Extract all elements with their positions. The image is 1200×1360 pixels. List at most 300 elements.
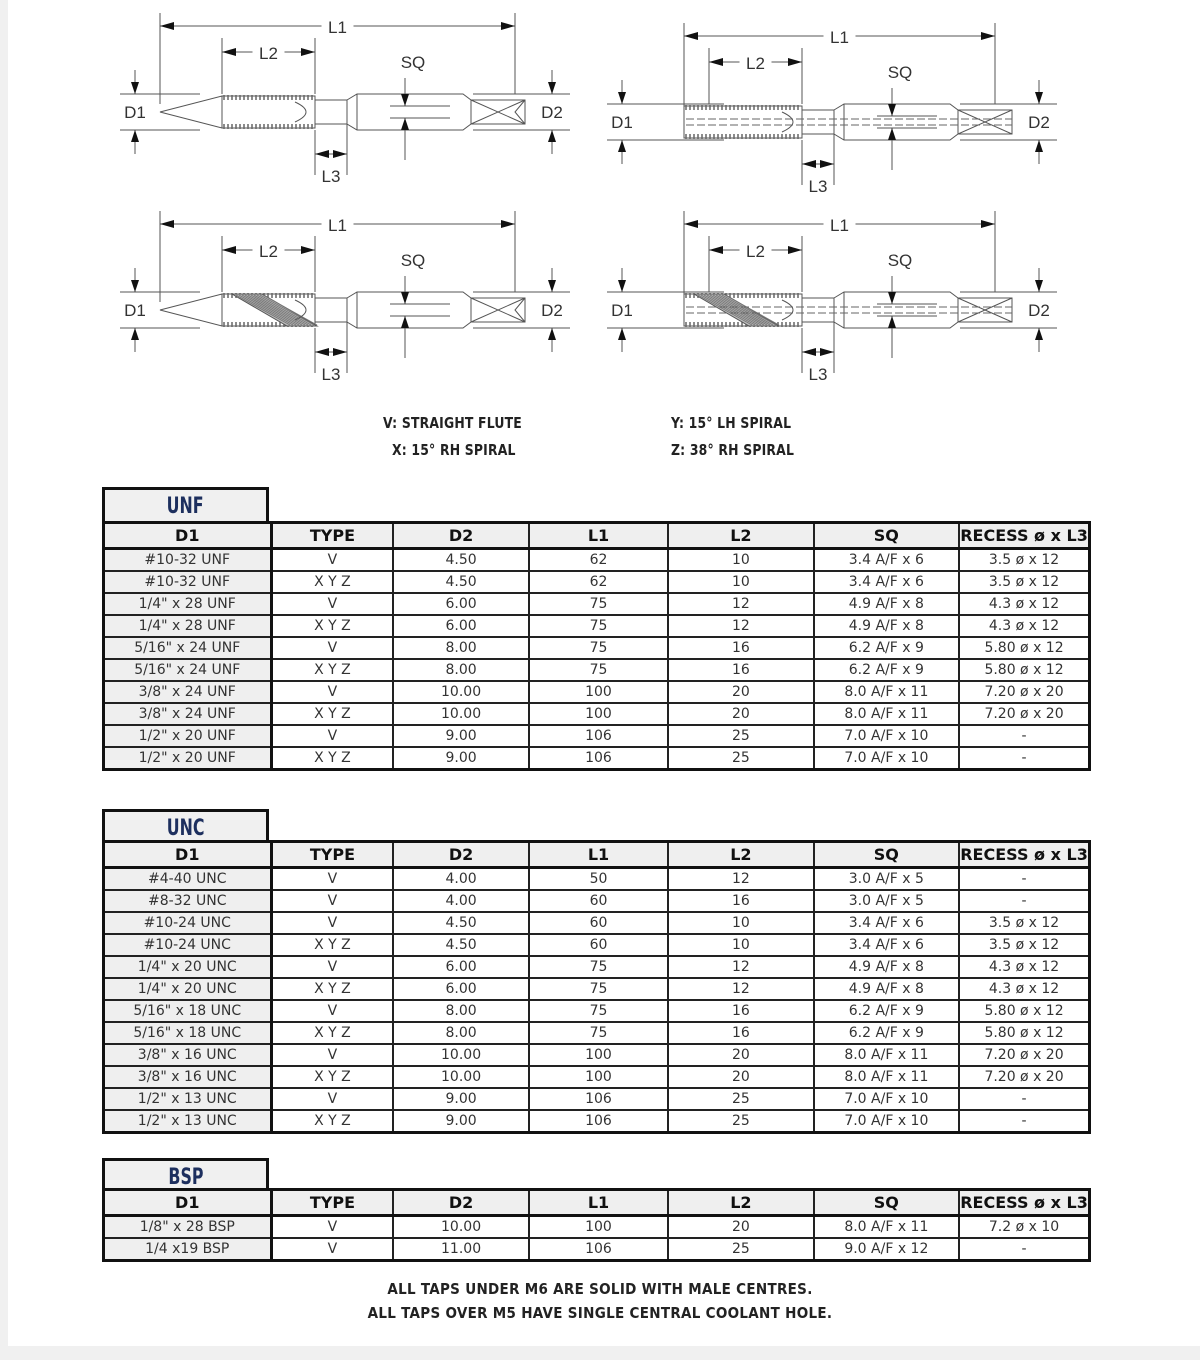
- table-row: [104, 956, 1090, 978]
- table-row: [104, 1044, 1090, 1066]
- arrow-icon: [222, 246, 236, 254]
- arrow-icon: [788, 58, 802, 66]
- arrow-icon: [1035, 328, 1043, 340]
- cell-d1: 1/2" x 13 UNC: [104, 1088, 272, 1110]
- cell-d2: 4.00: [393, 890, 528, 912]
- section-title: BSP: [102, 1158, 269, 1192]
- table-row: [104, 1110, 1090, 1133]
- arrow-icon: [301, 48, 315, 56]
- l3-label: L3: [321, 365, 341, 384]
- cell-d1: #10-24 UNC: [104, 912, 272, 934]
- footnote-solid: ALL TAPS UNDER M6 ARE SOLID WITH MALE CENTRES.: [387, 1280, 813, 1298]
- d1-label: D1: [611, 301, 633, 320]
- cell-d2: 4.50: [393, 912, 528, 934]
- column-header-recess-x-l3: RECESS ø x L3: [959, 523, 1089, 549]
- cell-type: V: [271, 593, 393, 615]
- d1-label: D1: [124, 103, 146, 122]
- cell-type: V: [271, 637, 393, 659]
- cell-d2: 6.00: [393, 593, 528, 615]
- l2-label: L2: [746, 54, 765, 73]
- column-header-type: TYPE: [271, 1190, 393, 1216]
- cell-l1: 75: [529, 615, 668, 637]
- arrow-icon: [820, 160, 834, 168]
- arrow-icon: [820, 348, 834, 356]
- cell-d1: 5/16" x 24 UNF: [104, 637, 272, 659]
- section-title: UNF: [102, 487, 269, 521]
- cell-d1: 1/4" x 28 UNF: [104, 593, 272, 615]
- cell-sq: 8.0 A/F x 11: [814, 1066, 959, 1088]
- cell-d2: 9.00: [393, 747, 528, 770]
- cell-l1: 75: [529, 593, 668, 615]
- cell-sq: 9.0 A/F x 12: [814, 1238, 959, 1261]
- cell-type: V: [271, 725, 393, 747]
- legend-y: Y: 15° LH SPIRAL: [671, 414, 792, 432]
- cell-recess: 7.20 ø x 20: [959, 1044, 1089, 1066]
- cell-type: X Y Z: [271, 1022, 393, 1044]
- cell-d2: 4.50: [393, 934, 528, 956]
- column-header-type: TYPE: [271, 842, 393, 868]
- cell-recess: 7.20 ø x 20: [959, 681, 1089, 703]
- l2-label: L2: [746, 242, 765, 261]
- cell-sq: 4.9 A/F x 8: [814, 956, 959, 978]
- arrow-icon: [501, 220, 515, 228]
- cell-recess: 5.80 ø x 12: [959, 637, 1089, 659]
- cell-sq: 8.0 A/F x 11: [814, 1044, 959, 1066]
- cell-d2: 9.00: [393, 1110, 528, 1133]
- arrow-icon: [802, 348, 816, 356]
- arrow-icon: [981, 32, 995, 40]
- arrow-icon: [709, 58, 723, 66]
- cell-l2: 16: [668, 890, 813, 912]
- cell-l2: 25: [668, 1088, 813, 1110]
- cell-recess: 4.3 ø x 12: [959, 956, 1089, 978]
- section-unc: [102, 809, 1091, 1139]
- cell-d2: 6.00: [393, 956, 528, 978]
- cell-d1: #4-40 UNC: [104, 868, 272, 891]
- cell-d1: 1/8" x 28 BSP: [104, 1216, 272, 1239]
- sq-label: SQ: [887, 251, 913, 270]
- column-header-l1: L1: [529, 842, 668, 868]
- cell-d2: 9.00: [393, 725, 528, 747]
- cell-recess: 5.80 ø x 12: [959, 659, 1089, 681]
- sq-label: SQ: [400, 251, 426, 270]
- cell-sq: 7.0 A/F x 10: [814, 1110, 959, 1133]
- cell-recess: 4.3 ø x 12: [959, 593, 1089, 615]
- tap-point: [160, 96, 222, 128]
- cell-type: X Y Z: [271, 934, 393, 956]
- cell-recess: 4.3 ø x 12: [959, 615, 1089, 637]
- cell-recess: 3.5 ø x 12: [959, 912, 1089, 934]
- table-row: [104, 1088, 1090, 1110]
- column-header-recess-x-l3: RECESS ø x L3: [959, 1190, 1089, 1216]
- diagram-svg: [124, 206, 585, 386]
- cell-d2: 8.00: [393, 1022, 528, 1044]
- cell-recess: 3.5 ø x 12: [959, 934, 1089, 956]
- cell-type: X Y Z: [271, 1066, 393, 1088]
- cell-sq: 6.2 A/F x 9: [814, 659, 959, 681]
- cell-type: V: [271, 1000, 393, 1022]
- arrow-icon: [684, 32, 698, 40]
- arrow-icon: [684, 220, 698, 228]
- tap-thread-body: [222, 96, 315, 128]
- cell-d1: #8-32 UNC: [104, 890, 272, 912]
- d2-label: D2: [541, 103, 563, 122]
- arrow-icon: [548, 280, 556, 292]
- tap-shank: [347, 292, 471, 328]
- cell-l2: 25: [668, 747, 813, 770]
- cell-l1: 106: [529, 1238, 668, 1261]
- arrow-icon: [315, 348, 329, 356]
- arrow-icon: [1035, 92, 1043, 104]
- arrow-icon: [788, 246, 802, 254]
- cell-recess: 3.5 ø x 12: [959, 571, 1089, 593]
- cell-l2: 10: [668, 934, 813, 956]
- l1-label: L1: [328, 216, 347, 235]
- cell-recess: -: [959, 725, 1089, 747]
- arrow-icon: [315, 150, 329, 158]
- cell-d2: 11.00: [393, 1238, 528, 1261]
- cell-recess: 3.5 ø x 12: [959, 549, 1089, 572]
- cell-l2: 12: [668, 978, 813, 1000]
- spec-table: [102, 840, 1091, 1134]
- tap-neck: [802, 110, 834, 134]
- cell-l1: 75: [529, 978, 668, 1000]
- cell-sq: 6.2 A/F x 9: [814, 1022, 959, 1044]
- cell-l1: 100: [529, 1216, 668, 1239]
- table-row: [104, 934, 1090, 956]
- cell-d1: 1/4" x 20 UNC: [104, 978, 272, 1000]
- cell-d1: 3/8" x 24 UNF: [104, 703, 272, 725]
- cell-l1: 100: [529, 703, 668, 725]
- d2-label: D2: [1028, 301, 1050, 320]
- column-header-d2: D2: [393, 523, 528, 549]
- section-title: UNC: [102, 809, 269, 843]
- cell-sq: 7.0 A/F x 10: [814, 725, 959, 747]
- cell-recess: -: [959, 868, 1089, 891]
- arrow-icon: [709, 246, 723, 254]
- cell-d2: 10.00: [393, 1216, 528, 1239]
- cell-l1: 62: [529, 571, 668, 593]
- cell-recess: -: [959, 890, 1089, 912]
- cell-l2: 25: [668, 1110, 813, 1133]
- tap-diagram-spiral-solid: [124, 206, 585, 386]
- cell-l1: 75: [529, 1000, 668, 1022]
- cell-d1: #10-32 UNF: [104, 571, 272, 593]
- column-header-sq: SQ: [814, 523, 959, 549]
- cell-type: X Y Z: [271, 978, 393, 1000]
- cell-recess: 5.80 ø x 12: [959, 1000, 1089, 1022]
- column-header-d2: D2: [393, 842, 528, 868]
- cell-sq: 3.4 A/F x 6: [814, 549, 959, 572]
- table-header-row: [104, 842, 1090, 868]
- cell-l1: 50: [529, 868, 668, 891]
- column-header-l2: L2: [668, 1190, 813, 1216]
- d2-label: D2: [1028, 113, 1050, 132]
- column-header-sq: SQ: [814, 1190, 959, 1216]
- tap-shank: [834, 104, 958, 140]
- cell-d2: 9.00: [393, 1088, 528, 1110]
- cell-l2: 12: [668, 615, 813, 637]
- cell-l2: 20: [668, 1044, 813, 1066]
- cell-l2: 10: [668, 549, 813, 572]
- cell-sq: 7.0 A/F x 10: [814, 1088, 959, 1110]
- cell-d1: 1/4" x 28 UNF: [104, 615, 272, 637]
- cell-sq: 7.0 A/F x 10: [814, 747, 959, 770]
- cell-d2: 10.00: [393, 1066, 528, 1088]
- table-row: [104, 1238, 1090, 1261]
- section-bsp: [102, 1158, 1091, 1260]
- arrow-icon: [333, 348, 347, 356]
- cell-d2: 10.00: [393, 703, 528, 725]
- legend-z: Z: 38° RH SPIRAL: [671, 441, 795, 459]
- cell-d1: 1/4 x19 BSP: [104, 1238, 272, 1261]
- column-header-recess-x-l3: RECESS ø x L3: [959, 842, 1089, 868]
- arrow-icon: [548, 130, 556, 142]
- table-row: [104, 593, 1090, 615]
- cell-l1: 100: [529, 1066, 668, 1088]
- cell-sq: 8.0 A/F x 11: [814, 681, 959, 703]
- cell-sq: 3.4 A/F x 6: [814, 571, 959, 593]
- diagram-svg: [611, 206, 1072, 386]
- cell-d1: 5/16" x 18 UNC: [104, 1022, 272, 1044]
- column-header-sq: SQ: [814, 842, 959, 868]
- column-header-d1: D1: [104, 842, 272, 868]
- arrow-icon: [501, 22, 515, 30]
- cell-type: V: [271, 1216, 393, 1239]
- cell-l2: 16: [668, 659, 813, 681]
- tap-diagram-spiral-coolant: [611, 206, 1072, 386]
- cell-sq: 3.4 A/F x 6: [814, 912, 959, 934]
- cell-recess: 7.2 ø x 10: [959, 1216, 1089, 1239]
- spec-table: [102, 1188, 1091, 1262]
- arrow-icon: [333, 150, 347, 158]
- cell-d2: 10.00: [393, 1044, 528, 1066]
- cell-l2: 10: [668, 912, 813, 934]
- cell-d1: 3/8" x 24 UNF: [104, 681, 272, 703]
- tap-shank: [347, 94, 471, 130]
- cell-l2: 16: [668, 1022, 813, 1044]
- cell-recess: 4.3 ø x 12: [959, 978, 1089, 1000]
- d1-label: D1: [611, 113, 633, 132]
- cell-sq: 4.9 A/F x 8: [814, 978, 959, 1000]
- cell-type: V: [271, 890, 393, 912]
- legend-v: V: STRAIGHT FLUTE: [383, 414, 522, 432]
- column-header-d2: D2: [393, 1190, 528, 1216]
- cell-d1: 1/2" x 20 UNF: [104, 747, 272, 770]
- arrow-icon: [1035, 280, 1043, 292]
- tap-shank: [834, 292, 958, 328]
- cell-d1: 1/2" x 13 UNC: [104, 1110, 272, 1133]
- cell-type: V: [271, 1238, 393, 1261]
- l1-label: L1: [830, 216, 849, 235]
- cell-type: X Y Z: [271, 615, 393, 637]
- cell-l1: 75: [529, 637, 668, 659]
- d1-label: D1: [124, 301, 146, 320]
- arrow-icon: [222, 48, 236, 56]
- legend-x: X: 15° RH SPIRAL: [392, 441, 516, 459]
- cell-recess: 7.20 ø x 20: [959, 1066, 1089, 1088]
- arrow-icon: [160, 22, 174, 30]
- cell-l1: 106: [529, 747, 668, 770]
- cell-d2: 8.00: [393, 637, 528, 659]
- table-header-row: [104, 1190, 1090, 1216]
- cell-l1: 106: [529, 725, 668, 747]
- arrow-icon: [1035, 140, 1043, 152]
- cell-type: V: [271, 912, 393, 934]
- table-row: [104, 1022, 1090, 1044]
- table-row: [104, 549, 1090, 572]
- table-row: [104, 1216, 1090, 1239]
- cell-type: X Y Z: [271, 571, 393, 593]
- sq-label: SQ: [400, 53, 426, 72]
- cell-l1: 60: [529, 890, 668, 912]
- cell-l1: 100: [529, 1044, 668, 1066]
- cell-d1: 5/16" x 18 UNC: [104, 1000, 272, 1022]
- column-header-type: TYPE: [271, 523, 393, 549]
- table-row: [104, 1066, 1090, 1088]
- arrow-icon: [802, 160, 816, 168]
- l3-label: L3: [808, 365, 828, 384]
- table-row: [104, 571, 1090, 593]
- column-header-d1: D1: [104, 523, 272, 549]
- table-row: [104, 1000, 1090, 1022]
- arrow-icon: [548, 328, 556, 340]
- table-header-row: [104, 523, 1090, 549]
- cell-d2: 8.00: [393, 1000, 528, 1022]
- diagram-svg: [124, 8, 585, 188]
- cell-d2: 10.00: [393, 681, 528, 703]
- tap-neck: [802, 298, 834, 322]
- cell-type: X Y Z: [271, 1110, 393, 1133]
- cell-d2: 4.50: [393, 571, 528, 593]
- cell-sq: 3.0 A/F x 5: [814, 890, 959, 912]
- l2-label: L2: [259, 44, 278, 63]
- table-row: [104, 615, 1090, 637]
- table-row: [104, 637, 1090, 659]
- cell-l2: 12: [668, 956, 813, 978]
- l3-label: L3: [808, 177, 828, 196]
- cell-l1: 100: [529, 681, 668, 703]
- cell-d1: #10-32 UNF: [104, 549, 272, 572]
- tap-diagram-straight-coolant: [611, 18, 1072, 198]
- diagram-svg: [611, 18, 1072, 198]
- cell-recess: -: [959, 747, 1089, 770]
- cell-d2: 4.00: [393, 868, 528, 891]
- cell-recess: 5.80 ø x 12: [959, 1022, 1089, 1044]
- arrow-icon: [160, 220, 174, 228]
- table-row: [104, 703, 1090, 725]
- cell-l1: 75: [529, 1022, 668, 1044]
- cell-l1: 60: [529, 934, 668, 956]
- cell-recess: -: [959, 1088, 1089, 1110]
- sq-label: SQ: [887, 63, 913, 82]
- table-row: [104, 890, 1090, 912]
- cell-type: X Y Z: [271, 659, 393, 681]
- cell-type: V: [271, 956, 393, 978]
- cell-sq: 4.9 A/F x 8: [814, 615, 959, 637]
- cell-l2: 20: [668, 681, 813, 703]
- cell-recess: 7.20 ø x 20: [959, 703, 1089, 725]
- arrow-icon: [301, 246, 315, 254]
- cell-type: V: [271, 868, 393, 891]
- arrow-icon: [981, 220, 995, 228]
- cell-d1: #10-24 UNC: [104, 934, 272, 956]
- cell-sq: 3.4 A/F x 6: [814, 934, 959, 956]
- cell-d2: 6.00: [393, 615, 528, 637]
- cell-sq: 6.2 A/F x 9: [814, 1000, 959, 1022]
- cell-l1: 106: [529, 1110, 668, 1133]
- cell-type: V: [271, 681, 393, 703]
- cell-d2: 8.00: [393, 659, 528, 681]
- cell-l1: 75: [529, 659, 668, 681]
- l1-label: L1: [830, 28, 849, 47]
- table-row: [104, 912, 1090, 934]
- table-row: [104, 868, 1090, 891]
- cell-d2: 6.00: [393, 978, 528, 1000]
- cell-l2: 25: [668, 725, 813, 747]
- cell-l2: 10: [668, 571, 813, 593]
- table-row: [104, 725, 1090, 747]
- cell-d1: 3/8" x 16 UNC: [104, 1066, 272, 1088]
- section-unf: [102, 487, 1091, 789]
- column-header-l1: L1: [529, 1190, 668, 1216]
- table-row: [104, 747, 1090, 770]
- spec-table: [102, 521, 1091, 771]
- tap-point: [160, 294, 222, 326]
- cell-l1: 106: [529, 1088, 668, 1110]
- l1-label: L1: [328, 18, 347, 37]
- tap-neck: [315, 100, 347, 124]
- d2-label: D2: [541, 301, 563, 320]
- arrow-icon: [548, 82, 556, 94]
- cell-sq: 6.2 A/F x 9: [814, 637, 959, 659]
- tap-thread-body: [684, 106, 802, 138]
- cell-d1: 1/2" x 20 UNF: [104, 725, 272, 747]
- cell-l2: 20: [668, 703, 813, 725]
- cell-d1: 3/8" x 16 UNC: [104, 1044, 272, 1066]
- table-row: [104, 978, 1090, 1000]
- cell-type: X Y Z: [271, 703, 393, 725]
- column-header-l2: L2: [668, 842, 813, 868]
- cell-type: V: [271, 1044, 393, 1066]
- cell-sq: 8.0 A/F x 11: [814, 703, 959, 725]
- cell-type: V: [271, 1088, 393, 1110]
- tap-diagram-straight-solid: [124, 8, 585, 188]
- cell-sq: 3.0 A/F x 5: [814, 868, 959, 891]
- cell-d2: 4.50: [393, 549, 528, 572]
- table-row: [104, 659, 1090, 681]
- cell-l2: 12: [668, 868, 813, 891]
- cell-sq: 8.0 A/F x 11: [814, 1216, 959, 1239]
- l3-label: L3: [321, 167, 341, 186]
- cell-l1: 60: [529, 912, 668, 934]
- cell-l2: 25: [668, 1238, 813, 1261]
- cell-type: V: [271, 549, 393, 572]
- cell-d1: 1/4" x 20 UNC: [104, 956, 272, 978]
- cell-l1: 62: [529, 549, 668, 572]
- footnote-coolant: ALL TAPS OVER M5 HAVE SINGLE CENTRAL COOLANT HOLE.: [367, 1304, 833, 1322]
- cell-recess: -: [959, 1238, 1089, 1261]
- cell-l2: 16: [668, 637, 813, 659]
- cell-sq: 4.9 A/F x 8: [814, 593, 959, 615]
- cell-l1: 75: [529, 956, 668, 978]
- table-row: [104, 681, 1090, 703]
- cell-l2: 20: [668, 1216, 813, 1239]
- cell-l2: 20: [668, 1066, 813, 1088]
- cell-l2: 12: [668, 593, 813, 615]
- column-header-l1: L1: [529, 523, 668, 549]
- cell-recess: -: [959, 1110, 1089, 1133]
